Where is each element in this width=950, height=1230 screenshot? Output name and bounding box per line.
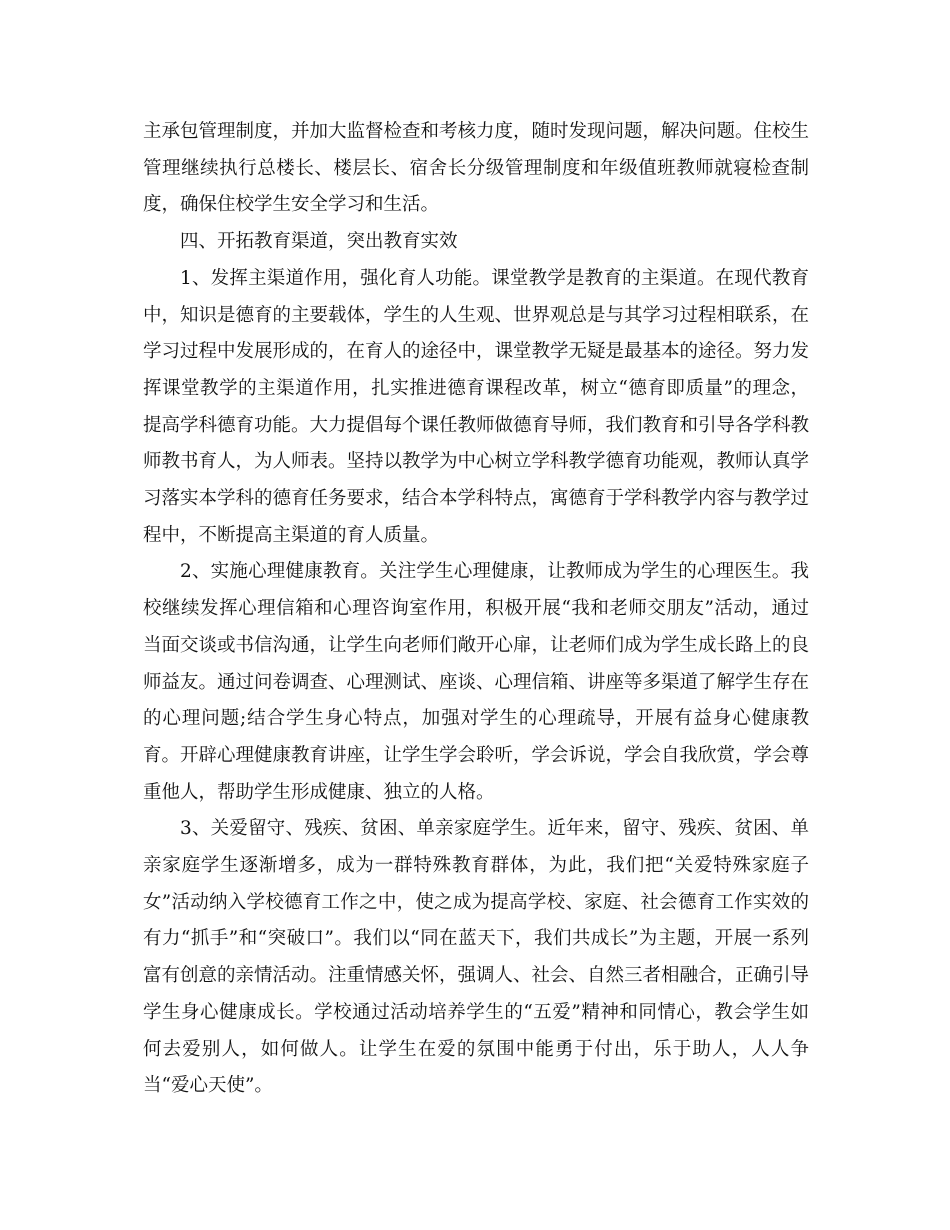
paragraph-dormitory-management: 主承包管理制度，并加大监督检查和考核力度，随时发现问题，解决问题。住校生管理继续执行总楼长、楼层长、宿舍长分级管理制度和年级值班教师就寝检查制度，确保住校学生安全学习和生活。 [143,121,810,216]
paragraph-care-special-students: 3、关爱留守、残疾、贫困、单亲家庭学生。近年来，留守、残疾、贫困、单亲家庭学生逐渐增多，成为一群特殊教育群体，为此，我们把“关爱特殊家庭子女”活动纳入学校德育工作之中，使之成为提高学校、家庭、社会德育工作实效的有力“抓手”和“突破口”。我们以“同在蓝天下，我们共成长”为主题，开展一系列富有创意的亲情活动。注重情感关怀，强调人、社会、自然三者相融合，正确引导学生身心健康成长。学校通过活动培养学生的“五爱”精神和同情心，教会学生如何去爱别人，如何做人。让学生在爱的氛围中能勇于付出，乐于助人，人人争当“爱心天使”。 [143,818,810,1097]
document-body [143,114,809,1105]
section-heading-education-channels: 四、开拓教育渠道，突出教育实效 [180,231,458,253]
paragraph-main-channel: 1、发挥主渠道作用，强化育人功能。课堂教学是教育的主渠道。在现代教育中，知识是德育的主要载体，学生的人生观、世界观总是与其学习过程相联系，在学习过程中发展形成的，在育人的途径中，课堂教学无疑是最基本的途径。努力发挥课堂教学的主渠道作用，扎实推进德育课程改革，树立“德育即质量”的理念，提高学科德育功能。大力提倡每个课任教师做德育导师，我们教育和引导各学科教师教书育人，为人师表。坚持以教学为中心树立学科教学德育功能观，教师认真学习落实本学科的德育任务要求，结合本学科特点，寓德育于学科教学内容与教学过程中，不断提高主渠道的育人质量。 [143,267,810,546]
paragraph-mental-health: 2、实施心理健康教育。关注学生心理健康，让教师成为学生的心理医生。我校继续发挥心理信箱和心理咨询室作用，积极开展“我和老师交朋友”活动，通过当面交谈或书信沟通，让学生向老师们敞开心扉，让老师们成为学生成长路上的良师益友。通过问卷调查、心理测试、座谈、心理信箱、讲座等多渠道了解学生存在的心理问题;结合学生身心特点，加强对学生的心理疏导，开展有益身心健康教育。开辟心理健康教育讲座，让学生学会聆听，学会诉说，学会自我欣赏，学会尊重他人，帮助学生形成健康、独立的人格。 [143,561,810,803]
